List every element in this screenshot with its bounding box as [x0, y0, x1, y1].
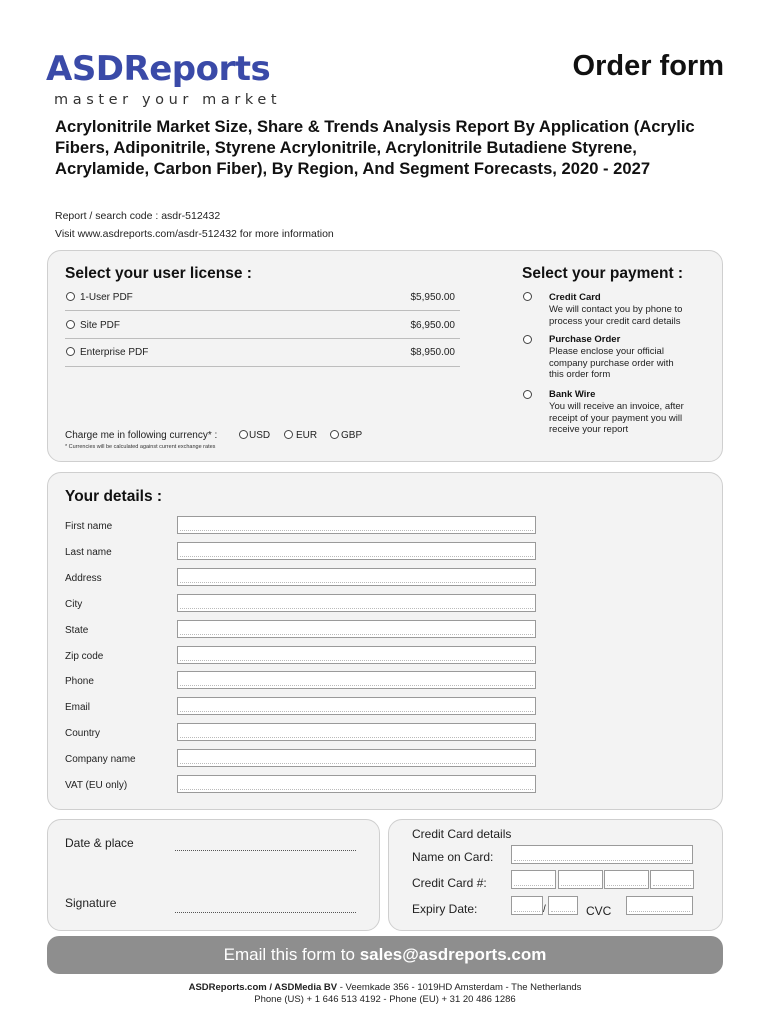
email-form-bar[interactable]: [47, 936, 723, 974]
currency-radio-gbp[interactable]: [330, 430, 339, 439]
payment-radio-credit-card[interactable]: [523, 292, 532, 301]
address-input[interactable]: [177, 568, 536, 586]
field-label-first-name: First name: [65, 521, 113, 532]
license-price-enterprise: $8,950.00: [410, 347, 455, 358]
country-input[interactable]: [177, 723, 536, 741]
payment-head-bank-wire: Bank Wire: [549, 389, 596, 400]
first-name-input[interactable]: [177, 516, 536, 534]
license-divider: [65, 338, 460, 339]
email-cta-prefix: Email this form to: [223, 945, 360, 964]
last-name-input[interactable]: [177, 542, 536, 560]
payment-desc-purchase-order: Please enclose your official company purchase order with this order form: [549, 346, 674, 380]
order-form-title: Order form: [572, 50, 724, 82]
expiry-year-input[interactable]: [548, 896, 578, 915]
payment-radio-bank-wire[interactable]: [523, 390, 532, 399]
payment-head-credit-card: Credit Card: [549, 292, 601, 303]
footer-address: - Veemkade 356 - 1019HD Amsterdam - The Netherlands: [337, 982, 582, 993]
state-input[interactable]: [177, 620, 536, 638]
company-name-input[interactable]: [177, 749, 536, 767]
expiry-date-label: Expiry Date:: [412, 902, 478, 916]
report-title: Acrylonitrile Market Size, Share & Trends Analysis Report By Application (Acrylic Fibers, Adiponitrile, Styrene Acrylonitrile, Acrylonitrile Butadiene Styrene, Acrylamide, Carbon Fiber), By Region, And Segment Forecasts, 2020 - 2027: [55, 117, 695, 178]
footer-phones: Phone (US) + 1 646 513 4192 - Phone (EU) + 31 20 486 1286: [254, 994, 516, 1005]
license-radio-enterprise[interactable]: [66, 347, 75, 356]
license-price-1-user: $5,950.00: [410, 292, 455, 303]
license-section-title: Select your user license :: [65, 265, 252, 282]
license-divider: [65, 310, 460, 311]
zip-code-input[interactable]: [177, 646, 536, 664]
logo-tagline: master your market: [54, 92, 282, 108]
date-place-label: Date & place: [65, 836, 134, 850]
name-on-card-input[interactable]: [511, 845, 693, 864]
field-label-email: Email: [65, 702, 91, 713]
license-price-site: $6,950.00: [410, 320, 455, 331]
date-place-line[interactable]: [175, 850, 356, 851]
license-label-enterprise: Enterprise PDF: [80, 347, 149, 358]
field-label-address: Address: [65, 573, 102, 584]
signature-line[interactable]: [175, 912, 356, 913]
card-number-label: Credit Card #:: [412, 876, 487, 890]
vat-input[interactable]: [177, 775, 536, 793]
license-divider: [65, 366, 460, 367]
card-number-group-1[interactable]: [511, 870, 556, 889]
payment-radio-purchase-order[interactable]: [523, 335, 532, 344]
credit-card-details-title: Credit Card details: [412, 827, 512, 841]
license-radio-site[interactable]: [66, 320, 75, 329]
field-label-vat: VAT (EU only): [65, 780, 128, 791]
card-number-group-2[interactable]: [558, 870, 603, 889]
expiry-separator: /: [543, 904, 546, 915]
license-radio-1-user[interactable]: [66, 292, 75, 301]
currency-label-gbp: GBP: [341, 430, 363, 441]
currency-note: * Currencies will be calculated against current exchange rates: [65, 444, 216, 450]
license-label-1-user: 1-User PDF: [80, 292, 133, 303]
footer-company: ASDReports.com / ASDMedia BV: [188, 982, 338, 993]
cvc-input[interactable]: [626, 896, 693, 915]
details-section-title: Your details :: [65, 488, 163, 505]
license-label-site: Site PDF: [80, 320, 121, 331]
email-cta-address[interactable]: sales@asdreports.com: [359, 945, 547, 964]
currency-label: Charge me in following currency* :: [65, 430, 218, 441]
field-label-zip-code: Zip code: [65, 651, 104, 662]
field-label-phone: Phone: [65, 676, 94, 687]
email-input[interactable]: [177, 697, 536, 715]
name-on-card-label: Name on Card:: [412, 850, 494, 864]
currency-radio-usd[interactable]: [239, 430, 248, 439]
field-label-state: State: [65, 625, 89, 636]
payment-desc-credit-card: We will contact you by phone to process your credit card details: [549, 304, 683, 327]
card-number-group-4[interactable]: [650, 870, 694, 889]
asdreports-logo: [46, 50, 286, 108]
signature-label: Signature: [65, 896, 117, 910]
logo-text: ASDReports: [46, 49, 271, 89]
report-search-code: Report / search code : asdr-512432: [55, 210, 221, 222]
field-label-country: Country: [65, 728, 101, 739]
payment-desc-bank-wire: You will receive an invoice, after receipt of your payment you will receive your report: [549, 401, 684, 435]
payment-head-purchase-order: Purchase Order: [549, 334, 621, 345]
currency-radio-eur[interactable]: [284, 430, 293, 439]
phone-input[interactable]: [177, 671, 536, 689]
footer-address-line: [0, 982, 770, 993]
field-label-last-name: Last name: [65, 547, 112, 558]
currency-label-usd: USD: [249, 430, 271, 441]
field-label-company-name: Company name: [65, 754, 136, 765]
city-input[interactable]: [177, 594, 536, 612]
cvc-label: CVC: [586, 904, 612, 918]
payment-section-title: Select your payment :: [522, 265, 684, 282]
card-number-group-3[interactable]: [604, 870, 649, 889]
expiry-month-input[interactable]: [511, 896, 543, 915]
field-label-city: City: [65, 599, 83, 610]
currency-label-eur: EUR: [296, 430, 318, 441]
report-visit-link[interactable]: Visit www.asdreports.com/asdr-512432 for more information: [55, 228, 334, 240]
